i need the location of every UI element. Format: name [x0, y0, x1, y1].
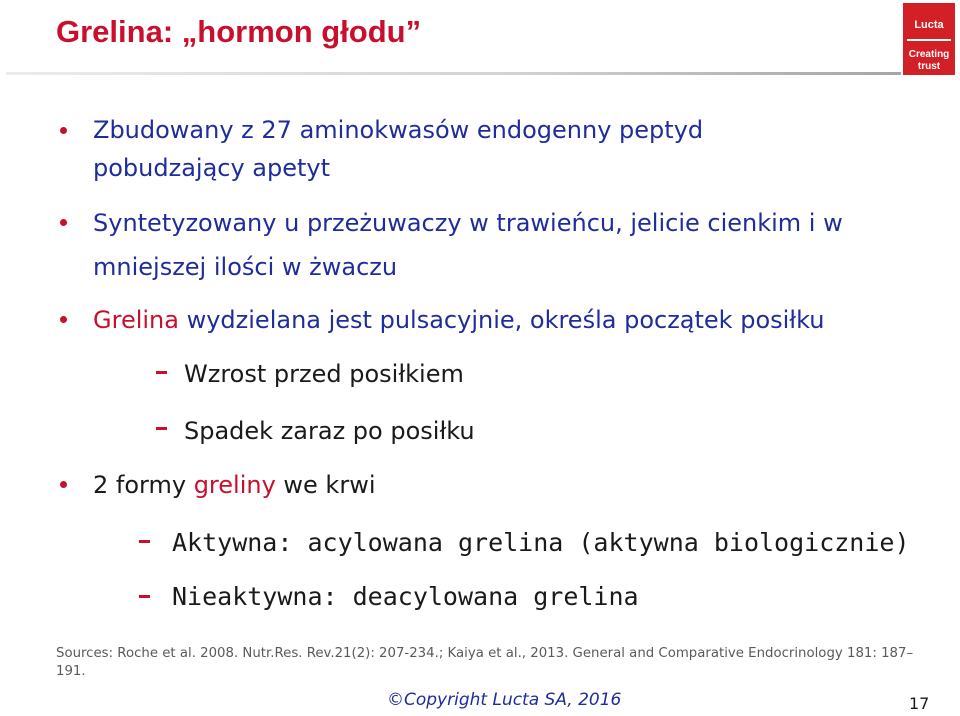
bullet-dot-icon — [60, 481, 67, 488]
copyright-notice: ©Copyright Lucta SA, 2016 — [387, 690, 622, 710]
dash-icon — [156, 427, 167, 430]
bullet-3-line — [93, 306, 824, 334]
logo-tagline-trust: trust — [917, 61, 941, 72]
sources-line-1: Sources: Roche et al. 2008. Nutr.Res. Rev.21(2): 207-234.; Kaiya et al., 2013. General and Comparative Endocrinology 181: 187– — [56, 646, 914, 661]
bullet-4-line — [93, 471, 376, 499]
sub-item-nieaktywna: Nieaktywna: deacylowana grelina — [172, 582, 639, 611]
bullet-2-line-1: Syntetyzowany u przeżuwaczy w trawieńcu, jelicie cienkim i w — [93, 209, 843, 237]
bullet-2-line-2: mniejszej ilości w żwaczu — [93, 253, 398, 281]
sub-item-wzrost: Wzrost przed posiłkiem — [184, 360, 464, 388]
logo-tagline-creating: Creating — [908, 49, 950, 60]
bullet-3-text: wydzielana jest pulsacyjnie, określa początek posiłku — [178, 306, 825, 334]
sub-item-aktywna: Aktywna: acylowana grelina (aktywna biologicznie) — [172, 528, 910, 557]
slide-title: Grelina: „hormon głodu” — [56, 14, 422, 49]
bullet-4-text-after: we krwi — [275, 471, 376, 499]
bullet-dot-icon — [60, 219, 67, 226]
dash-icon — [139, 540, 150, 543]
sub-item-spadek: Spadek zaraz po posiłku — [184, 417, 475, 445]
dash-icon — [139, 595, 150, 598]
bullet-1-line-1: Zbudowany z 27 aminokwasów endogenny peptyd — [93, 116, 704, 144]
bullet-4-text-before: 2 formy — [93, 471, 194, 499]
sources-line-2: 191. — [56, 664, 86, 679]
bullet-dot-icon — [60, 316, 67, 323]
lucta-logo — [903, 3, 955, 75]
highlight-greliny: greliny — [193, 471, 276, 499]
dash-icon — [156, 371, 167, 374]
title-divider — [6, 72, 901, 75]
lucta-logo-mark: Lucta — [907, 11, 951, 41]
highlight-grelina: Grelina — [93, 306, 179, 334]
bullet-dot-icon — [60, 127, 67, 134]
sources-citation — [56, 645, 956, 681]
bullet-1-line-2: pobudzający apetyt — [93, 154, 331, 182]
page-number: 17 — [909, 694, 930, 713]
